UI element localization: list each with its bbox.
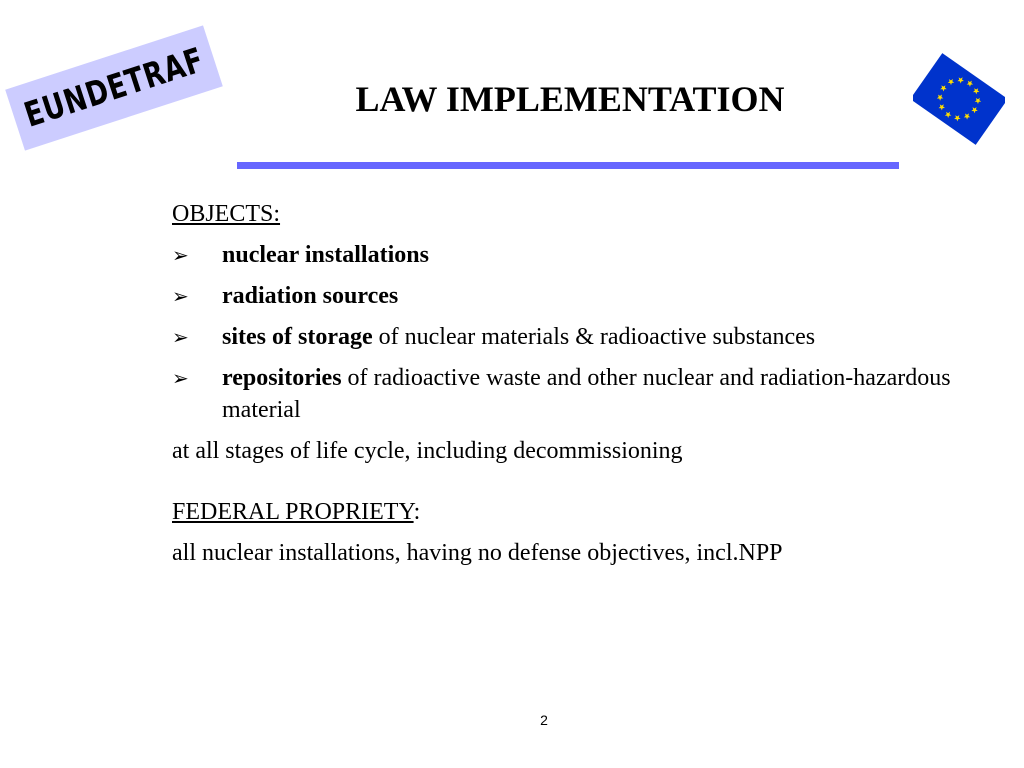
list-item — [172, 321, 992, 353]
item-bold-text: repositories — [222, 365, 342, 391]
arrow-bullet-icon: ➢ — [172, 366, 189, 390]
life-cycle-note: at all stages of life cycle, including decommissioning — [172, 438, 683, 464]
federal-text: all nuclear installations, having no defense objectives, incl.NPP — [172, 540, 783, 566]
item-rest-text: of radioactive waste and other nuclear and radiation-hazardous material — [222, 365, 951, 423]
item-bold-text: nuclear installations — [222, 242, 429, 268]
slide-content — [172, 198, 992, 569]
federal-heading-text: FEDERAL PROPRIETY — [172, 499, 414, 525]
arrow-bullet-icon: ➢ — [172, 325, 189, 349]
list-item — [172, 239, 992, 271]
title-underline-bar — [237, 162, 899, 169]
logo-text: EUNDETRAF — [19, 40, 209, 136]
objects-heading: OBJECTS: — [172, 201, 281, 227]
page-number: 2 — [540, 712, 548, 728]
item-rest-text: of nuclear materials & radioactive substances — [372, 324, 816, 350]
objects-list — [172, 239, 992, 426]
federal-heading — [172, 496, 992, 528]
item-bold-text: radiation sources — [222, 283, 399, 309]
federal-heading-colon: : — [413, 499, 421, 525]
arrow-bullet-icon: ➢ — [172, 243, 189, 267]
list-item — [172, 362, 992, 426]
item-bold-text: sites of storage — [222, 324, 373, 350]
list-item — [172, 280, 992, 312]
arrow-bullet-icon: ➢ — [172, 284, 189, 308]
slide-title: LAW IMPLEMENTATION — [355, 79, 785, 119]
